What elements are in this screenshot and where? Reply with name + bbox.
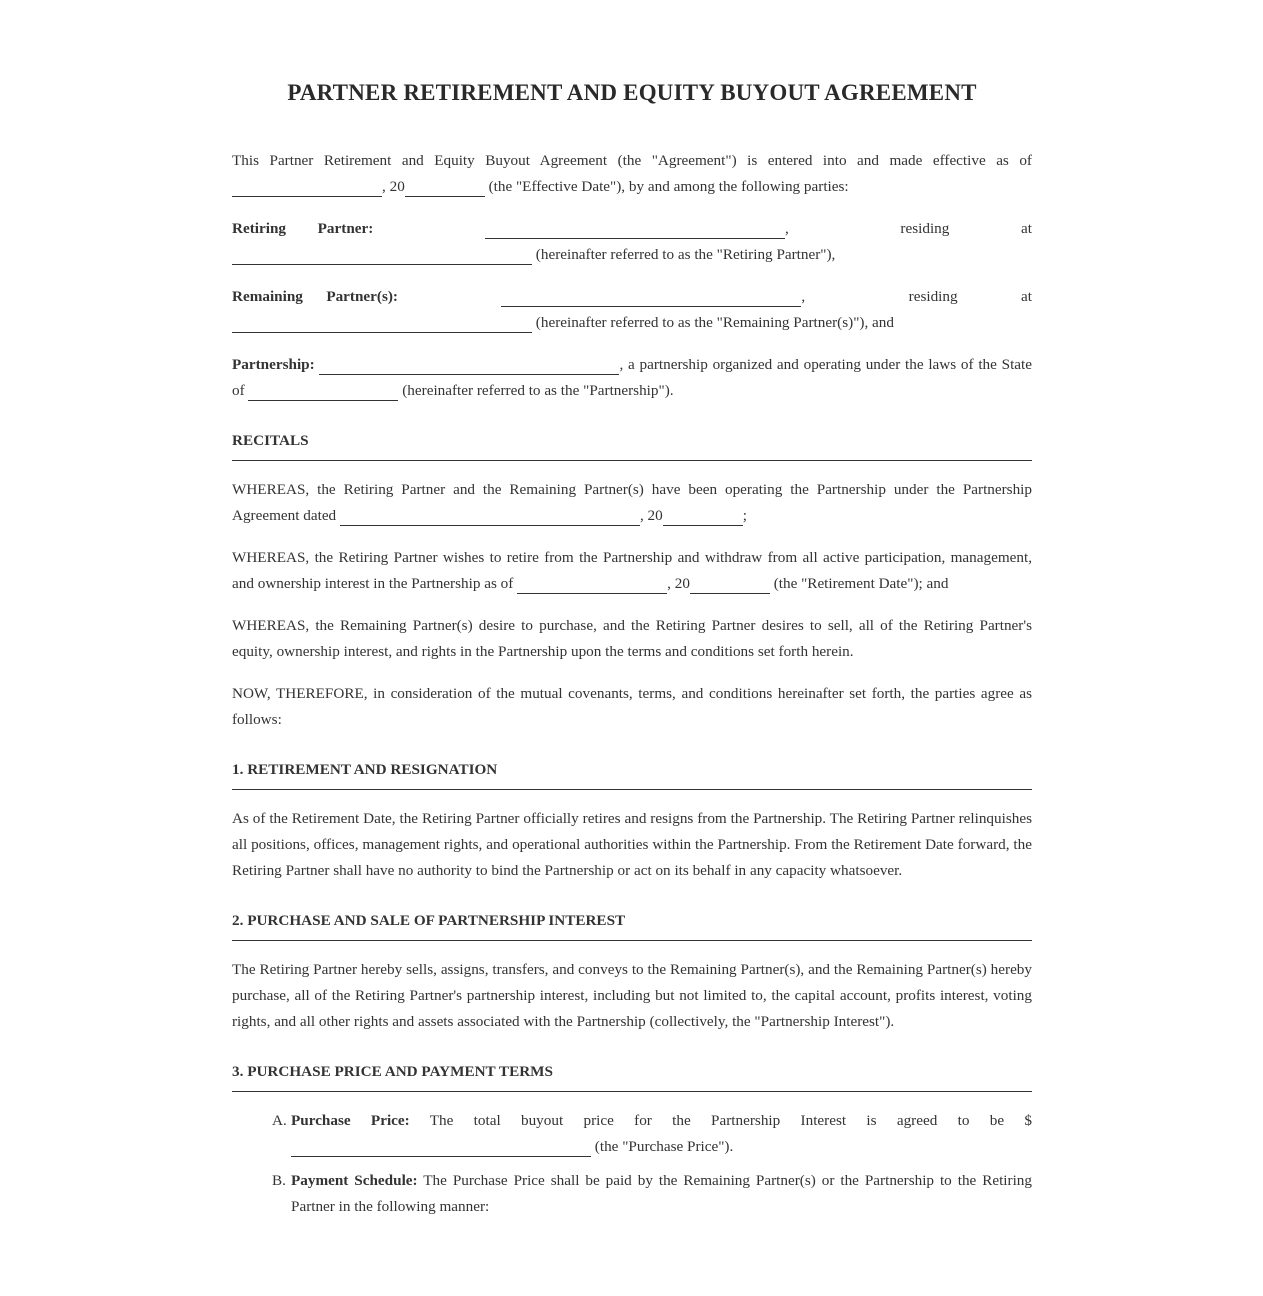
recitals-heading: RECITALS [232, 432, 1032, 461]
whereas-3: WHEREAS, the Remaining Partner(s) desire to purchase, and the Retiring Partner desires to sell, all of the Retiring Partner's equity, ownership interest, and rights in the Partnership upon the terms and conditions set forth herein. [232, 617, 1032, 660]
whereas-1-year-prefix: , 20 [639, 507, 663, 524]
purchase-price-text: The total buyout price for the Partnership Interest is agreed to be $ [409, 1112, 1032, 1129]
section-1-text: As of the Retirement Date, the Retiring Partner officially retires and resigns from the Partnership. The Retiring Partner relinquishes all positions, offices, management rights, and operational authorities within the Partnership. From the Retirement Date forward, the Retiring Partner shall have no authority to bind the Partnership or act on its behalf in any capacity whatsoever. [232, 810, 1032, 879]
retiring-comma: , [784, 220, 789, 237]
retiring-partner-address-blank[interactable] [232, 244, 532, 265]
effective-date-blank[interactable] [232, 176, 382, 197]
payment-schedule-text: The Purchase Price shall be paid by the Remaining Partner(s) or the Partnership to the Retiring Partner in the following manner: [291, 1172, 1032, 1215]
intro-text-end: (the "Effective Date"), by and among the following parties: [484, 178, 849, 195]
remaining-at: at [1021, 288, 1032, 305]
intro-year-prefix: , 20 [382, 178, 405, 195]
document-page [232, 0, 1032, 1220]
remaining-partner-address-blank[interactable] [232, 312, 532, 333]
section-2-heading: 2. PURCHASE AND SALE OF PARTNERSHIP INTEREST [232, 912, 1032, 941]
agreement-year-blank[interactable] [663, 505, 743, 526]
whereas-2-end: (the "Retirement Date"); and [769, 575, 949, 592]
retiring-residing: residing [900, 220, 950, 237]
retiring-label-b: Partner: [317, 220, 374, 237]
effective-year-blank[interactable] [405, 176, 485, 197]
remaining-comma: , [801, 288, 806, 305]
whereas-1 [232, 477, 1032, 529]
list-item-purchase-price [272, 1108, 1032, 1160]
list-marker-a: A. [272, 1112, 287, 1129]
remaining-partner-block [232, 284, 1032, 336]
whereas-2-text: WHEREAS, the Retiring Partner wishes to retire from the Partnership and withdraw from all active participation, management, and ownership interest in the Partnership as of [232, 549, 1032, 592]
section-2-text: The Retiring Partner hereby sells, assigns, transfers, and conveys to the Remaining Partner(s), and the Remaining Partner(s) hereby purchase, all of the Retiring Partner's partnership interest, including but not limited to, the capital account, profits interest, voting rights, and all other rights and assets associated with the Partnership (collectively, the "Partnership Interest"). [232, 961, 1032, 1030]
retiring-partner-block [232, 216, 1032, 268]
list-item-payment-schedule [272, 1168, 1032, 1220]
remaining-suffix: (hereinafter referred to as the "Remaining Partner(s)"), and [535, 314, 894, 331]
partnership-state-blank[interactable] [248, 380, 398, 401]
intro-paragraph [232, 148, 1032, 200]
retiring-at: at [1021, 220, 1032, 237]
whereas-2 [232, 545, 1032, 597]
agreement-date-blank[interactable] [340, 505, 640, 526]
retiring-partner-name-blank[interactable] [485, 218, 785, 239]
remaining-partner-name-blank[interactable] [501, 286, 801, 307]
purchase-price-blank[interactable] [291, 1136, 591, 1157]
purchase-price-text-end: (the "Purchase Price"). [591, 1138, 734, 1155]
whereas-1-end: ; [742, 507, 747, 524]
now-therefore: NOW, THEREFORE, in consideration of the mutual covenants, terms, and conditions hereinafter set forth, the parties agree as follows: [232, 685, 1032, 728]
retiring-suffix: (hereinafter referred to as the "Retiring Partner"), [535, 246, 836, 263]
retirement-date-blank[interactable] [517, 573, 667, 594]
partnership-text-end: (hereinafter referred to as the "Partnership"). [398, 382, 674, 399]
partnership-paragraph [232, 352, 1032, 404]
remaining-address-line [232, 310, 1032, 336]
partnership-label: Partnership: [232, 356, 315, 373]
purchase-price-label: Purchase Price: [291, 1112, 410, 1129]
whereas-1-text: WHEREAS, the Retiring Partner and the Remaining Partner(s) have been operating the Partnership under the Partnership Agreement dated [232, 481, 1032, 524]
section-1-heading: 1. RETIREMENT AND RESIGNATION [232, 761, 1032, 790]
section-3-heading: 3. PURCHASE PRICE AND PAYMENT TERMS [232, 1063, 1032, 1092]
payment-schedule-label: Payment Schedule: [291, 1172, 418, 1189]
partnership-name-blank[interactable] [319, 354, 619, 375]
list-marker-b: B. [272, 1172, 286, 1189]
partnership-text: , a partnership organized and operating under the laws of the State of [232, 356, 1033, 399]
retiring-address-line [232, 242, 1032, 268]
document-title: PARTNER RETIREMENT AND EQUITY BUYOUT AGREEMENT [287, 80, 977, 105]
intro-text: This Partner Retirement and Equity Buyout Agreement (the "Agreement") is entered into and made effective as of [232, 152, 1032, 169]
remaining-residing: residing [908, 288, 958, 305]
remaining-label-a: Remaining [232, 288, 303, 305]
retirement-year-blank[interactable] [690, 573, 770, 594]
retiring-label-a: Retiring [232, 220, 286, 237]
remaining-label-b: Partner(s): [326, 288, 398, 305]
whereas-2-year-prefix: , 20 [667, 575, 690, 592]
